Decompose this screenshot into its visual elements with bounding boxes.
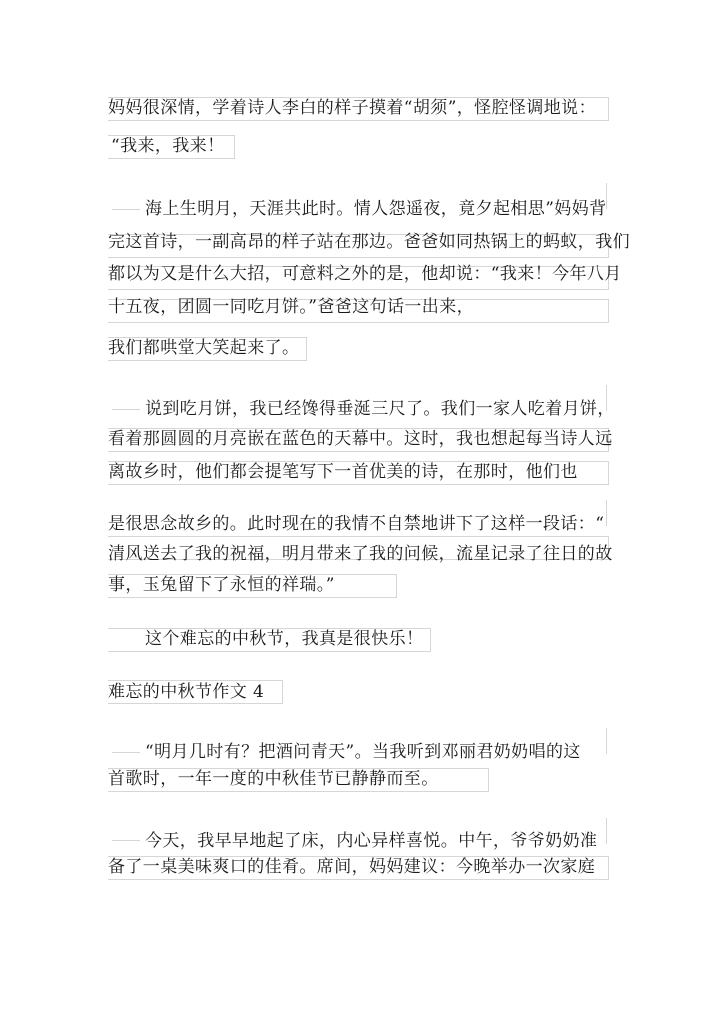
- text-line: 离故乡时，他们都会提笔写下一首优美的诗，在那时，他们也: [108, 462, 578, 482]
- text-line: 首歌时，一年一度的中秋佳节已静静而至。: [108, 769, 439, 789]
- text-line: 妈妈很深情，学着诗人李白的样子摸着“胡须”，怪腔怪调地说：: [108, 98, 596, 118]
- indent-rule: [112, 752, 140, 753]
- text-line: 事，玉兔留下了永恒的祥瑞。”: [108, 575, 335, 595]
- text-line: 清风送去了我的祝福，明月带来了我的问候，流星记录了往日的故: [108, 544, 613, 564]
- text-line: 说到吃月饼，我已经馋得垂涎三尺了。我们一家人吃着月饼，: [145, 399, 615, 419]
- indent-rule: [112, 409, 140, 410]
- text-line: 我们都哄堂大笑起来了。: [108, 338, 300, 358]
- text-line: 今天，我早早地起了床，内心异样喜悦。中午，爷爷奶奶准: [145, 831, 598, 851]
- text-line: 备了一桌美味爽口的佳肴。席间，妈妈建议：今晚举办一次家庭: [108, 857, 596, 877]
- text-line: “我来，我来！: [111, 136, 225, 156]
- text-line: 这个难忘的中秋节，我真是很快乐！: [145, 629, 424, 649]
- section-heading: 难忘的中秋节作文 4: [108, 682, 265, 702]
- text-line: “明月几时有？把酒问青天”。当我听到邓丽君奶奶唱的这: [145, 742, 581, 762]
- text-line: 都以为又是什么大招，可意料之外的是，他却说：“我来！今年八月: [108, 264, 622, 284]
- text-line: 海上生明月，天涯共此时。情人怨遥夜，竟夕起相思”妈妈背: [145, 199, 607, 219]
- text-line: 看着那圆圆的月亮嵌在蓝色的天幕中。这时，我也想起每当诗人远: [108, 429, 613, 449]
- text-line: 是很思念故乡的。此时现在的我情不自禁地讲下了这样一段话：“: [108, 514, 605, 534]
- indent-rule: [112, 209, 140, 210]
- text-line: 十五夜，团圆一同吃月饼。”爸爸这句话一出来，: [108, 297, 474, 317]
- text-line: 完这首诗，一副高昂的样子站在那边。爸爸如同热锅上的蚂蚁，我们: [108, 232, 630, 252]
- indent-rule: [112, 840, 140, 841]
